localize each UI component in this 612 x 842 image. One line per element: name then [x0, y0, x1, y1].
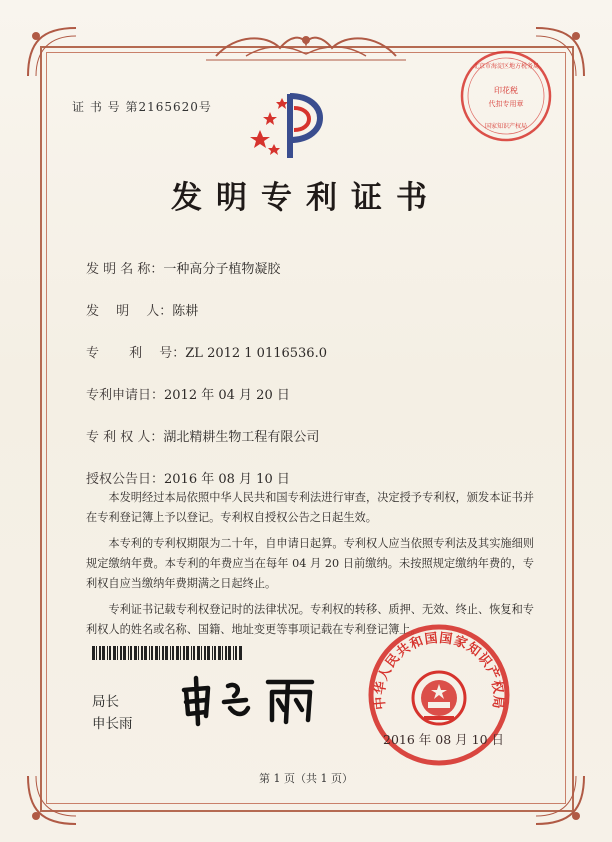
barcode-bar [233, 646, 234, 660]
field-invention-name [86, 258, 280, 277]
certificate-number: 证 书 号 第2165620号 [72, 100, 212, 114]
barcode-bar [117, 646, 118, 660]
svg-text:印花税: 印花税 [494, 86, 518, 95]
field-inventor [86, 300, 198, 319]
barcode-bar [107, 646, 108, 660]
barcode-bar [172, 646, 174, 660]
handwritten-signature [176, 672, 326, 728]
barcode-bar [113, 646, 116, 660]
signer-title: 局长 [92, 694, 119, 710]
barcode-bar [123, 646, 126, 660]
top-ornament [206, 30, 406, 64]
barcode-bar [141, 646, 143, 660]
field-patentee [86, 426, 319, 445]
barcode-bar [159, 646, 160, 660]
field-label: 发 明 人： [86, 304, 173, 319]
field-label: 专利申请日： [86, 388, 165, 403]
barcode-bar [191, 646, 192, 660]
barcode-bar [155, 646, 158, 660]
field-value: 陈耕 [172, 304, 199, 319]
barcode-bar [239, 646, 242, 660]
national-emblem-icon [413, 672, 465, 724]
barcode-bar [201, 646, 202, 660]
field-value: 2012 年 04 月 20 日 [164, 388, 290, 403]
field-value: 湖北精耕生物工程有限公司 [163, 430, 320, 445]
barcode-bar [193, 646, 195, 660]
barcode-bar [218, 646, 221, 660]
field-patent-number [86, 342, 327, 361]
field-value: 一种高分子植物凝胶 [163, 262, 281, 277]
barcode-bar [186, 646, 189, 660]
barcode-bar [130, 646, 132, 660]
field-grant-date [86, 468, 290, 487]
barcode-bar [92, 646, 95, 660]
barcode-bar [134, 646, 137, 660]
barcode-bar [214, 646, 216, 660]
field-label: 授权公告日： [86, 472, 165, 487]
field-value: ZL 2012 1 0116536.0 [185, 346, 327, 361]
stamp-date: 2016 年 08 月 10 日 [383, 732, 504, 747]
signer-name: 申长雨 [92, 716, 133, 732]
barcode-bar [162, 646, 164, 660]
barcode-bar [138, 646, 139, 660]
barcode-bar [197, 646, 200, 660]
paragraph-legal-status: 专利证书记载专利权登记时的法律状况。专利权的转移、质押、无效、终止、恢复和专利权人的姓名或名称、国籍、地址变更等事项记载在专利登记簿上。 [86, 603, 534, 636]
svg-text:中华人民共和国国家知识产权局: 中华人民共和国国家知识产权局 [372, 630, 506, 711]
barcode-bar [180, 646, 181, 660]
barcode-bar [225, 646, 227, 660]
barcode-bar [151, 646, 153, 660]
corner-ornament-top-left [22, 22, 82, 82]
svg-text:北京市海淀区地方税务局: 北京市海淀区地方税务局 [472, 63, 540, 70]
barcode-bar [222, 646, 223, 660]
barcode-bar [207, 646, 210, 660]
barcode-bar [96, 646, 97, 660]
barcode-bar [183, 646, 185, 660]
barcode-bar [109, 646, 111, 660]
field-label: 发 明 名 称： [86, 262, 164, 277]
paragraph-term-and-fees: 本专利的专利权期限为二十年，自申请日起算。专利权人应当依照专利法及其实施细则规定缴纳年费。本专利的年费应当在每年 04 月 20 日前缴纳。未按照规定缴纳年费的，专利权自应当缴纳年费期满之日起终止。 [86, 537, 534, 590]
field-application-date [86, 384, 290, 403]
barcode-bar [120, 646, 122, 660]
barcode-icon [92, 646, 242, 660]
barcode-bar [165, 646, 168, 660]
barcode-bar [149, 646, 150, 660]
barcode-bar [204, 646, 206, 660]
patent-office-logo-icon [250, 90, 330, 160]
barcode-bar [176, 646, 179, 660]
barcode-bar [144, 646, 147, 660]
certificate-title: 发明专利证书 [171, 180, 441, 216]
barcode-bar [128, 646, 129, 660]
barcode-bar [235, 646, 237, 660]
tax-stamp-seal [456, 46, 556, 146]
barcode-bar [102, 646, 105, 660]
barcode-bar [99, 646, 101, 660]
barcode-bar [212, 646, 213, 660]
field-value: 2016 年 08 月 10 日 [164, 472, 290, 487]
paragraph-grant-statement: 本发明经过本局依照中华人民共和国专利法进行审查，决定授予专利权，颁发本证书并在专利登记簿上予以登记。专利权自授权公告之日起生效。 [86, 491, 534, 524]
field-label: 专 利 权 人： [86, 430, 164, 445]
barcode-bar [228, 646, 231, 660]
field-label: 专 利 号： [86, 346, 186, 361]
svg-text:国家知识产权局: 国家知识产权局 [484, 123, 528, 130]
svg-text:代扣专用章: 代扣专用章 [488, 100, 524, 108]
barcode-bar [170, 646, 171, 660]
page-number: 第 1 页（共 1 页） [259, 772, 353, 785]
